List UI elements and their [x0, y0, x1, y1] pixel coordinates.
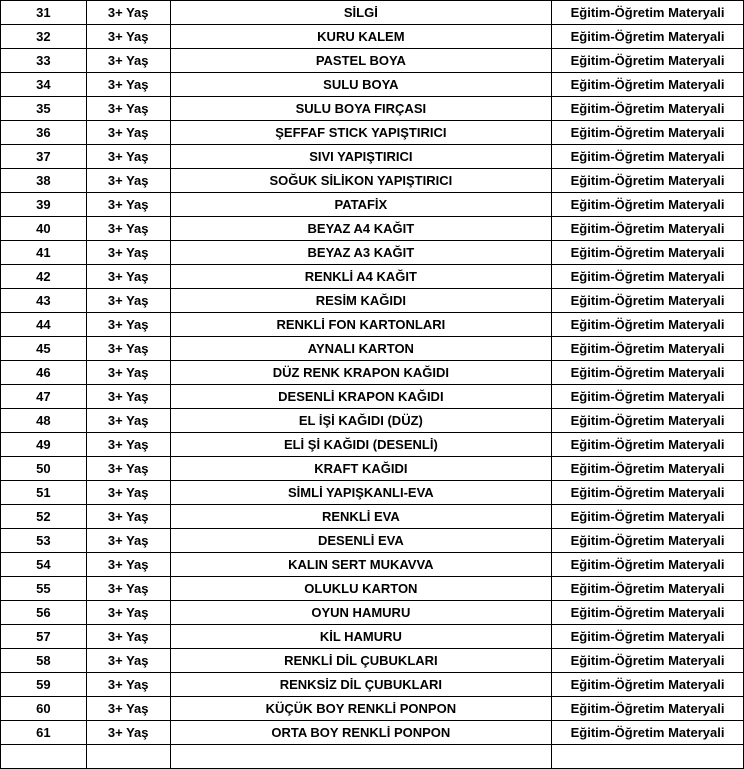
table-row [1, 313, 744, 337]
category-cell: Eğitim-Öğretim Materyali [552, 601, 744, 625]
category-cell: Eğitim-Öğretim Materyali [552, 697, 744, 721]
material-name-cell: SIVI YAPIŞTIRICI [170, 145, 551, 169]
age-group-cell: 3+ Yaş [86, 337, 170, 361]
row-number-cell: 59 [1, 673, 87, 697]
row-number-cell: 60 [1, 697, 87, 721]
table-row [1, 145, 744, 169]
age-group-cell: 3+ Yaş [86, 49, 170, 73]
category-cell: Eğitim-Öğretim Materyali [552, 73, 744, 97]
table-row [1, 481, 744, 505]
table-row-partial [1, 745, 744, 769]
row-number-cell: 34 [1, 73, 87, 97]
category-cell: Eğitim-Öğretim Materyali [552, 649, 744, 673]
material-name-cell: PATAFİX [170, 193, 551, 217]
row-number-cell: 47 [1, 385, 87, 409]
age-group-cell: 3+ Yaş [86, 625, 170, 649]
row-number-cell: 50 [1, 457, 87, 481]
table-row [1, 409, 744, 433]
age-group-cell: 3+ Yaş [86, 313, 170, 337]
row-number-cell: 33 [1, 49, 87, 73]
material-name-cell: ŞEFFAF STICK YAPIŞTIRICI [170, 121, 551, 145]
material-name-cell: DESENLİ KRAPON KAĞIDI [170, 385, 551, 409]
table-row [1, 385, 744, 409]
age-group-cell: 3+ Yaş [86, 433, 170, 457]
row-number-cell: 46 [1, 361, 87, 385]
category-cell: Eğitim-Öğretim Materyali [552, 361, 744, 385]
row-number-cell: 55 [1, 577, 87, 601]
material-name-cell: SİMLİ YAPIŞKANLI-EVA [170, 481, 551, 505]
row-number-cell: 42 [1, 265, 87, 289]
category-cell: Eğitim-Öğretim Materyali [552, 265, 744, 289]
material-name-cell: DESENLİ EVA [170, 529, 551, 553]
row-number-cell: 52 [1, 505, 87, 529]
table-row [1, 25, 744, 49]
age-group-cell: 3+ Yaş [86, 145, 170, 169]
material-name-cell: RENKLİ DİL ÇUBUKLARI [170, 649, 551, 673]
age-group-cell: 3+ Yaş [86, 265, 170, 289]
row-number-cell: 36 [1, 121, 87, 145]
category-cell: Eğitim-Öğretim Materyali [552, 673, 744, 697]
category-cell: Eğitim-Öğretim Materyali [552, 409, 744, 433]
empty-cell [552, 745, 744, 769]
material-name-cell: BEYAZ A4 KAĞIT [170, 217, 551, 241]
empty-cell [170, 745, 551, 769]
material-name-cell: KRAFT KAĞIDI [170, 457, 551, 481]
row-number-cell: 58 [1, 649, 87, 673]
category-cell: Eğitim-Öğretim Materyali [552, 577, 744, 601]
table-row [1, 625, 744, 649]
row-number-cell: 57 [1, 625, 87, 649]
category-cell: Eğitim-Öğretim Materyali [552, 529, 744, 553]
row-number-cell: 38 [1, 169, 87, 193]
material-name-cell: SULU BOYA [170, 73, 551, 97]
table-row [1, 49, 744, 73]
table-row [1, 241, 744, 265]
material-name-cell: KİL HAMURU [170, 625, 551, 649]
age-group-cell: 3+ Yaş [86, 457, 170, 481]
table-row [1, 289, 744, 313]
age-group-cell: 3+ Yaş [86, 481, 170, 505]
category-cell: Eğitim-Öğretim Materyali [552, 121, 744, 145]
material-name-cell: KURU KALEM [170, 25, 551, 49]
category-cell: Eğitim-Öğretim Materyali [552, 169, 744, 193]
age-group-cell: 3+ Yaş [86, 601, 170, 625]
age-group-cell: 3+ Yaş [86, 385, 170, 409]
table-row [1, 697, 744, 721]
row-number-cell: 56 [1, 601, 87, 625]
table-row [1, 673, 744, 697]
table-row [1, 505, 744, 529]
table-row [1, 121, 744, 145]
age-group-cell: 3+ Yaş [86, 553, 170, 577]
age-group-cell: 3+ Yaş [86, 241, 170, 265]
empty-cell [86, 745, 170, 769]
table-row [1, 433, 744, 457]
row-number-cell: 41 [1, 241, 87, 265]
table-row [1, 97, 744, 121]
category-cell: Eğitim-Öğretim Materyali [552, 337, 744, 361]
material-name-cell: DÜZ RENK KRAPON KAĞIDI [170, 361, 551, 385]
table-row [1, 1, 744, 25]
age-group-cell: 3+ Yaş [86, 217, 170, 241]
row-number-cell: 39 [1, 193, 87, 217]
category-cell: Eğitim-Öğretim Materyali [552, 1, 744, 25]
age-group-cell: 3+ Yaş [86, 361, 170, 385]
category-cell: Eğitim-Öğretim Materyali [552, 313, 744, 337]
category-cell: Eğitim-Öğretim Materyali [552, 505, 744, 529]
row-number-cell: 49 [1, 433, 87, 457]
age-group-cell: 3+ Yaş [86, 169, 170, 193]
row-number-cell: 32 [1, 25, 87, 49]
table-row [1, 649, 744, 673]
table-row [1, 601, 744, 625]
material-name-cell: OYUN HAMURU [170, 601, 551, 625]
material-name-cell: RENKLİ EVA [170, 505, 551, 529]
category-cell: Eğitim-Öğretim Materyali [552, 433, 744, 457]
row-number-cell: 35 [1, 97, 87, 121]
category-cell: Eğitim-Öğretim Materyali [552, 457, 744, 481]
table-row [1, 337, 744, 361]
age-group-cell: 3+ Yaş [86, 193, 170, 217]
empty-cell [1, 745, 87, 769]
material-name-cell: ORTA BOY RENKLİ PONPON [170, 721, 551, 745]
material-name-cell: OLUKLU KARTON [170, 577, 551, 601]
material-name-cell: KÜÇÜK BOY RENKLİ PONPON [170, 697, 551, 721]
material-name-cell: KALIN SERT MUKAVVA [170, 553, 551, 577]
material-name-cell: RENKSİZ DİL ÇUBUKLARI [170, 673, 551, 697]
category-cell: Eğitim-Öğretim Materyali [552, 481, 744, 505]
material-name-cell: EL İŞİ KAĞIDI (DÜZ) [170, 409, 551, 433]
materials-table-body [1, 1, 744, 769]
table-row [1, 553, 744, 577]
age-group-cell: 3+ Yaş [86, 1, 170, 25]
category-cell: Eğitim-Öğretim Materyali [552, 241, 744, 265]
age-group-cell: 3+ Yaş [86, 505, 170, 529]
material-name-cell: SİLGİ [170, 1, 551, 25]
row-number-cell: 43 [1, 289, 87, 313]
material-name-cell: RENKLİ A4 KAĞIT [170, 265, 551, 289]
table-row [1, 457, 744, 481]
material-name-cell: SOĞUK SİLİKON YAPIŞTIRICI [170, 169, 551, 193]
table-row [1, 193, 744, 217]
age-group-cell: 3+ Yaş [86, 721, 170, 745]
category-cell: Eğitim-Öğretim Materyali [552, 49, 744, 73]
row-number-cell: 44 [1, 313, 87, 337]
age-group-cell: 3+ Yaş [86, 73, 170, 97]
material-name-cell: BEYAZ A3 KAĞIT [170, 241, 551, 265]
row-number-cell: 61 [1, 721, 87, 745]
age-group-cell: 3+ Yaş [86, 697, 170, 721]
category-cell: Eğitim-Öğretim Materyali [552, 145, 744, 169]
category-cell: Eğitim-Öğretim Materyali [552, 553, 744, 577]
row-number-cell: 48 [1, 409, 87, 433]
age-group-cell: 3+ Yaş [86, 25, 170, 49]
category-cell: Eğitim-Öğretim Materyali [552, 385, 744, 409]
material-name-cell: RESİM KAĞIDI [170, 289, 551, 313]
category-cell: Eğitim-Öğretim Materyali [552, 721, 744, 745]
table-row [1, 577, 744, 601]
row-number-cell: 51 [1, 481, 87, 505]
table-row [1, 529, 744, 553]
age-group-cell: 3+ Yaş [86, 577, 170, 601]
age-group-cell: 3+ Yaş [86, 121, 170, 145]
age-group-cell: 3+ Yaş [86, 97, 170, 121]
table-row [1, 361, 744, 385]
row-number-cell: 31 [1, 1, 87, 25]
row-number-cell: 45 [1, 337, 87, 361]
table-row [1, 73, 744, 97]
age-group-cell: 3+ Yaş [86, 529, 170, 553]
row-number-cell: 54 [1, 553, 87, 577]
row-number-cell: 53 [1, 529, 87, 553]
category-cell: Eğitim-Öğretim Materyali [552, 193, 744, 217]
age-group-cell: 3+ Yaş [86, 409, 170, 433]
row-number-cell: 40 [1, 217, 87, 241]
category-cell: Eğitim-Öğretim Materyali [552, 217, 744, 241]
age-group-cell: 3+ Yaş [86, 289, 170, 313]
row-number-cell: 37 [1, 145, 87, 169]
material-name-cell: RENKLİ FON KARTONLARI [170, 313, 551, 337]
category-cell: Eğitim-Öğretim Materyali [552, 25, 744, 49]
age-group-cell: 3+ Yaş [86, 673, 170, 697]
category-cell: Eğitim-Öğretim Materyali [552, 289, 744, 313]
table-row [1, 265, 744, 289]
category-cell: Eğitim-Öğretim Materyali [552, 625, 744, 649]
table-row [1, 721, 744, 745]
table-row [1, 169, 744, 193]
table-row [1, 217, 744, 241]
material-name-cell: PASTEL BOYA [170, 49, 551, 73]
category-cell: Eğitim-Öğretim Materyali [552, 97, 744, 121]
material-name-cell: AYNALI KARTON [170, 337, 551, 361]
material-name-cell: SULU BOYA FIRÇASI [170, 97, 551, 121]
age-group-cell: 3+ Yaş [86, 649, 170, 673]
material-name-cell: ELİ Şİ KAĞIDI (DESENLİ) [170, 433, 551, 457]
